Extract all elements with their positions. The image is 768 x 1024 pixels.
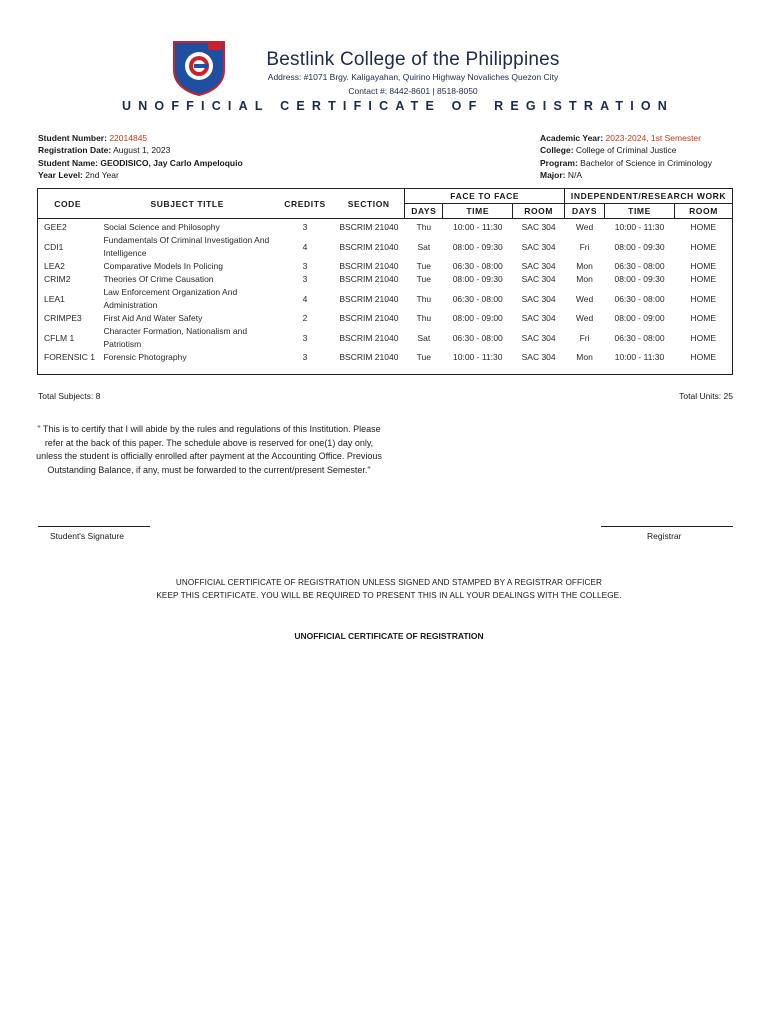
cell-i-days: Mon (576, 274, 593, 284)
cell-subject-title: First Aid And Water Safety (103, 313, 203, 323)
school-address: Address: #1071 Brgy. Kaligayahan, Quirino Highway Novaliches Quezon City (267, 72, 559, 82)
cell-code: CDI1 (44, 241, 64, 252)
cell-f-room: SAC 304 (521, 352, 556, 362)
cell-f-days: Tue (416, 261, 432, 271)
cell-subject-title: Theories Of Crime Causation (103, 274, 214, 284)
cell-code: LEA1 (44, 293, 65, 304)
header-i-time: TIME (605, 204, 675, 219)
total-subjects: Total Subjects: 8 (38, 391, 101, 401)
major: N/A (567, 170, 583, 181)
cell-code: CRIM2 (44, 274, 71, 284)
table-row (38, 351, 733, 375)
cell-f-time: 10:00 - 11:30 (453, 222, 503, 232)
cell-credits: 3 (302, 274, 308, 284)
header-independent: INDEPENDENT/RESEARCH WORK (565, 189, 733, 204)
table-row (38, 219, 733, 235)
table-row (38, 234, 733, 260)
cell-i-days: Wed (575, 222, 594, 232)
table-row (38, 312, 733, 325)
cell-f-room: SAC 304 (521, 241, 556, 252)
cell-i-room: HOME (690, 293, 716, 304)
cell-f-room: SAC 304 (521, 313, 556, 323)
cell-f-room: SAC 304 (521, 293, 556, 304)
cell-f-days: Sat (417, 241, 431, 252)
cell-credits: 4 (302, 293, 308, 304)
cell-subject-title: Comparative Models In Policing (103, 261, 223, 271)
year-level: 2nd Year (85, 170, 119, 181)
header-i-days: DAYS (565, 204, 605, 219)
cell-i-room: HOME (690, 261, 716, 271)
cell-f-days: Tue (416, 352, 432, 362)
student-signature-label: Student's Signature (50, 531, 124, 541)
academic-info (540, 132, 768, 182)
certification-statement: " This is to certify that I will abide by the rules and regulations of this Institution. Please refer at the back of this paper. The schedule above is reserved for one(1) day only, unless the student is officially enrolled after payment at the Accounting Office. Previous Outstanding Balance, if any, must be forwarded to the current/present Semester." (36, 424, 382, 475)
table-row (38, 273, 733, 286)
academic-year-row: Academic Year: 2023-2024, 1st Semester (540, 133, 701, 143)
program: Bachelor of Science in Criminology (580, 157, 712, 168)
cell-i-time: 08:00 - 09:30 (614, 241, 665, 252)
cell-i-room: HOME (690, 222, 716, 232)
cell-i-time: 08:00 - 09:30 (614, 274, 665, 284)
cell-section: BSCRIM 21040 (339, 261, 399, 271)
header-i-room: ROOM (674, 204, 732, 219)
cell-subject-title: Fundamentals Of Criminal Investigation And Intelligence (103, 235, 270, 258)
cell-i-days: Fri (579, 332, 590, 343)
document-title: UNOFFICIAL CERTIFICATE OF REGISTRATION (121, 99, 675, 113)
total-units: Total Units: 25 (679, 391, 733, 401)
schedule-table (37, 188, 733, 375)
cell-f-time: 08:00 - 09:30 (452, 274, 503, 284)
student-name-row: Student Name: GEODISICO, Jay Carlo Ampeloquio (38, 157, 243, 168)
cell-f-time: 08:00 - 09:00 (452, 313, 503, 323)
cell-f-days: Thu (416, 293, 432, 304)
college-row: College: College of Criminal Justice (540, 145, 677, 156)
header-section: SECTION (333, 189, 405, 219)
cell-i-room: HOME (690, 313, 716, 323)
cell-i-days: Mon (576, 261, 593, 271)
cell-i-time: 06:30 - 08:00 (614, 332, 665, 343)
cell-subject-title: Social Science and Philosophy (103, 222, 220, 232)
cell-credits: 3 (302, 352, 308, 362)
cell-f-room: SAC 304 (521, 274, 556, 284)
registration-date: August 1, 2023 (113, 145, 171, 156)
cell-subject-title: Law Enforcement Organization And Administration (103, 287, 238, 310)
header-f-room: ROOM (513, 204, 565, 219)
header-code: CODE (38, 189, 98, 219)
cell-section: BSCRIM 21040 (339, 352, 399, 362)
cell-i-days: Fri (579, 241, 590, 252)
table-row (38, 286, 733, 312)
header-f-time: TIME (443, 204, 513, 219)
cell-i-time: 08:00 - 09:00 (614, 313, 665, 323)
cell-code: LEA2 (44, 261, 65, 271)
cell-credits: 4 (302, 241, 308, 252)
cell-i-time: 06:30 - 08:00 (614, 261, 665, 271)
cell-i-room: HOME (690, 241, 716, 252)
major-row: Major: N/A (540, 170, 583, 181)
header-subject-title: SUBJECT TITLE (97, 189, 277, 219)
cell-section: BSCRIM 21040 (339, 241, 399, 252)
student-signature-line (38, 526, 150, 527)
cell-code: CRIMPE3 (44, 313, 82, 323)
header-f-days: DAYS (405, 204, 443, 219)
cell-f-days: Tue (416, 274, 432, 284)
cell-i-room: HOME (690, 332, 716, 343)
cell-code: CFLM 1 (44, 332, 75, 343)
cell-i-time: 10:00 - 11:30 (614, 222, 665, 232)
student-number-row: Student Number: 22014845 (38, 133, 148, 143)
cell-i-room: HOME (690, 352, 716, 362)
cell-section: BSCRIM 21040 (339, 332, 399, 343)
cell-subject-title: Character Formation, Nationalism and Patriotism (103, 326, 248, 349)
school-contact: Contact #: 8442-8601 | 8518-8050 (348, 86, 478, 96)
cell-section: BSCRIM 21040 (339, 293, 399, 304)
registrar-signature-label: Registrar (647, 531, 682, 541)
cell-f-time: 08:00 - 09:30 (452, 241, 503, 252)
cell-credits: 3 (302, 222, 308, 232)
cell-f-room: SAC 304 (521, 222, 556, 232)
cell-f-time: 06:30 - 08:00 (452, 293, 503, 304)
cell-f-days: Thu (416, 313, 432, 323)
cell-i-room: HOME (690, 274, 716, 284)
registration-date-row: Registration Date: August 1, 2023 (38, 145, 171, 156)
student-name: GEODISICO, Jay Carlo Ampeloquio (100, 157, 243, 168)
cell-section: BSCRIM 21040 (339, 313, 399, 323)
cell-f-room: SAC 304 (521, 332, 556, 343)
table-row (38, 325, 733, 351)
cell-section: BSCRIM 21040 (339, 274, 399, 284)
cell-code: GEE2 (44, 222, 67, 232)
cell-credits: 2 (302, 313, 308, 323)
cell-i-time: 06:30 - 08:00 (614, 293, 665, 304)
cell-subject-title: Forensic Photography (103, 352, 187, 362)
footer-title: UNOFFICIAL CERTIFICATE OF REGISTRATION (294, 631, 484, 641)
cell-i-days: Mon (576, 352, 593, 362)
cell-credits: 3 (302, 332, 308, 343)
student-info (38, 132, 358, 182)
program-row: Program: Bachelor of Science in Criminology (540, 157, 712, 168)
cell-i-days: Wed (575, 293, 594, 304)
cell-code: FORENSIC 1 (44, 352, 96, 362)
academic-year: 2023-2024, 1st Semester (605, 133, 701, 143)
cell-f-time: 10:00 - 11:30 (453, 352, 503, 362)
student-number: 22014845 (109, 133, 148, 143)
header-credits: CREDITS (277, 189, 333, 219)
cell-i-time: 10:00 - 11:30 (614, 352, 665, 362)
cell-credits: 3 (302, 261, 308, 271)
cell-f-days: Sat (417, 332, 431, 343)
notice-keep-certificate: KEEP THIS CERTIFICATE. YOU WILL BE REQUIRED TO PRESENT THIS IN ALL YOUR DEALINGS WITH THE COLLEGE. (156, 591, 622, 600)
cell-f-days: Thu (416, 222, 432, 232)
notice-unofficial: UNOFFICIAL CERTIFICATE OF REGISTRATION UNLESS SIGNED AND STAMPED BY A REGISTRAR OFFICER (175, 578, 603, 587)
cell-f-time: 06:30 - 08:00 (452, 332, 503, 343)
header-face-to-face: FACE TO FACE (405, 189, 565, 204)
registrar-signature-line (601, 526, 733, 527)
cell-section: BSCRIM 21040 (339, 222, 399, 232)
college: College of Criminal Justice (575, 145, 677, 156)
school-name: Bestlink College of the Philippines (266, 49, 560, 70)
table-row (38, 260, 733, 273)
cell-i-days: Wed (575, 313, 594, 323)
cell-f-time: 06:30 - 08:00 (452, 261, 503, 271)
cell-f-room: SAC 304 (521, 261, 556, 271)
year-level-row: Year Level: 2nd Year (38, 170, 119, 181)
